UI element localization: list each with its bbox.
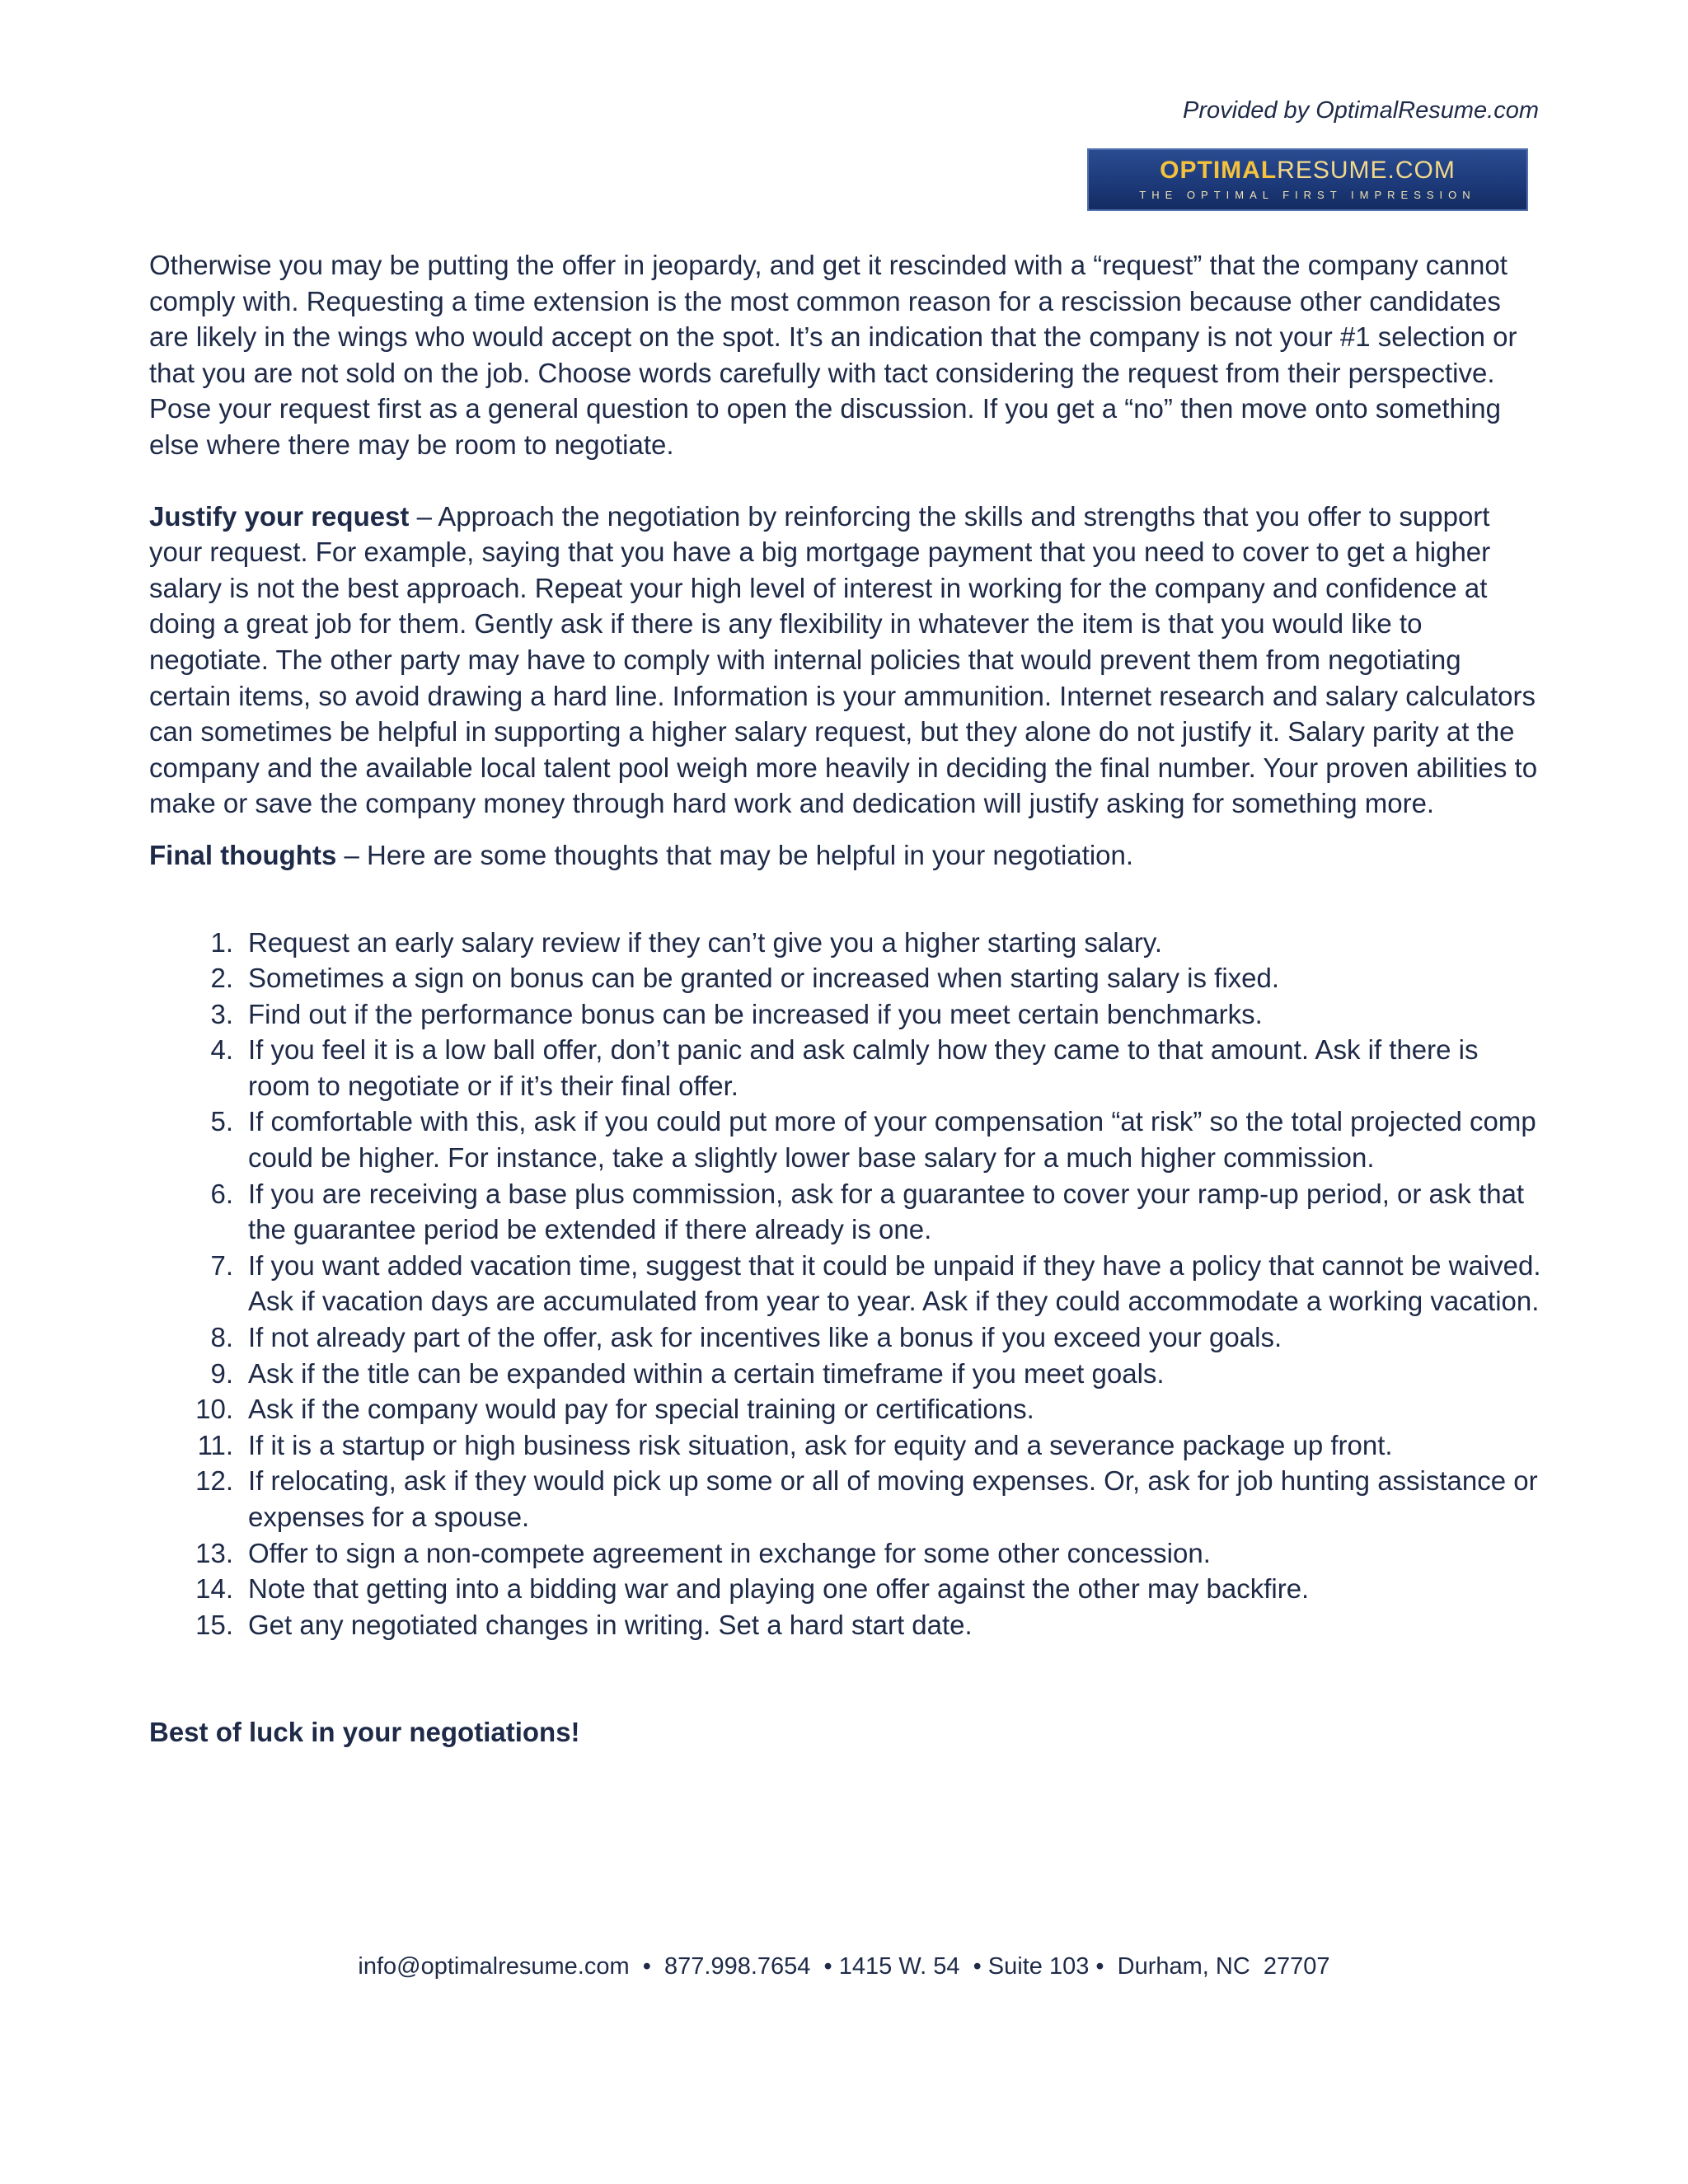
list-item-text: If you feel it is a low ball offer, don’t panic and ask calmly how they came to that amount. Ask if there is room to negotiate or if it’s their final offer. <box>248 1034 1479 1101</box>
list-number: 14. <box>195 1573 233 1605</box>
provided-by-text: Provided by OptimalResume.com <box>1183 97 1539 124</box>
list-number: 3. <box>210 998 233 1029</box>
justify-paragraph <box>149 499 1542 822</box>
list-item-text: Find out if the performance bonus can be increased if you meet certain benchmarks. <box>248 998 1263 1029</box>
intro-paragraph: Otherwise you may be putting the offer in jeopardy, and get it rescinded with a “request” that the company cannot comply with. Requesting a time extension is the most common reason for a rescission because other candidates are likely in the wings who would accept on the spot. It’s an indication that the company is not your #1 selection or that you are not sold on the job. Choose words carefully with tact considering the request from their perspective. Pose your request first as a general question to open the discussion. If you get a “no” then move onto something else where there may be room to negotiate. <box>149 250 1517 460</box>
list-number: 9. <box>210 1357 233 1389</box>
tips-list <box>149 925 1542 1643</box>
logo-wordmark <box>1089 156 1526 185</box>
logo-resume-text: RESUME.COM <box>1277 157 1456 184</box>
list-number: 15. <box>195 1609 233 1640</box>
final-thoughts-heading: Final thoughts <box>149 839 337 870</box>
list-item-text: Note that getting into a bidding war and playing one offer against the other may backfire. <box>248 1573 1310 1605</box>
list-item <box>210 1032 1542 1104</box>
list-item <box>195 1463 1542 1535</box>
list-number: 10. <box>195 1394 233 1425</box>
final-thoughts-text: – Here are some thoughts that may be helpful in your negotiation. <box>336 839 1134 870</box>
optimalresume-logo <box>1087 148 1528 211</box>
list-item-text: Sometimes a sign on bonus can be granted or increased when starting salary is fixed. <box>248 963 1280 994</box>
closing-line: Best of luck in your negotiations! <box>149 1717 580 1748</box>
list-item-text: Get any negotiated changes in writing. Set a hard start date. <box>248 1609 973 1640</box>
list-item <box>195 1535 1542 1572</box>
list-number: 2. <box>210 963 233 994</box>
list-item-text: If relocating, ask if they would pick up some or all of moving expenses. Or, ask for job hunting assistance or expenses for a spouse. <box>248 1465 1538 1532</box>
list-number: 5. <box>210 1106 233 1137</box>
list-number: 4. <box>210 1034 233 1066</box>
list-number: 1. <box>210 926 233 958</box>
list-item-text: If comfortable with this, ask if you could put more of your compensation “at risk” so the total projected comp could be higher. For instance, take a slightly lower base salary for a much higher commission. <box>248 1106 1536 1174</box>
logo-optimal-text: OPTIMAL <box>1160 157 1278 184</box>
document-body <box>149 247 1542 1750</box>
list-item-text: Offer to sign a non-compete agreement in exchange for some other concession. <box>248 1537 1211 1568</box>
list-item-text: If you are receiving a base plus commission, ask for a guarantee to cover your ramp-up period, or ask that the guarantee period be extended if there already is one. <box>248 1178 1525 1245</box>
list-item <box>210 1176 1542 1248</box>
list-item-text: Request an early salary review if they can’t give you a higher starting salary. <box>248 926 1163 958</box>
list-number: 12. <box>195 1465 233 1497</box>
list-number: 6. <box>210 1178 233 1209</box>
list-item-text: If not already part of the offer, ask for incentives like a bonus if you exceed your goals. <box>248 1322 1282 1353</box>
justify-text: – Approach the negotiation by reinforcing the skills and strengths that you offer to support your request. For example, saying that you have a big mortgage payment that you need to cover to get a higher salary is not the best approach. Repeat your high level of interest in working for the company and confidence at doing a great job for them. Gently ask if there is any flexibility in whatever the item is that you would like to negotiate. The other party may have to comply with internal policies that would prevent them from negotiating certain items, so avoid drawing a hard line. Information is your ammunition. Internet research and salary calculators can sometimes be helpful in supporting a higher salary request, but they alone do not justify it. Salary parity at the company and the available local talent pool weigh more heavily in deciding the final number. Your proven abilities to make or save the company money through hard work and dedication will justify asking for something more. <box>149 500 1538 819</box>
list-number: 13. <box>195 1537 233 1568</box>
final-thoughts-paragraph <box>149 837 1542 874</box>
list-item <box>210 925 1542 961</box>
justify-heading: Justify your request <box>149 500 410 532</box>
list-item <box>210 1104 1542 1175</box>
list-item <box>210 996 1542 1033</box>
list-item <box>210 1248 1542 1319</box>
list-item-text: Ask if the company would pay for special training or certifications. <box>248 1394 1034 1425</box>
list-item <box>195 1571 1542 1607</box>
list-item-text: If you want added vacation time, suggest that it could be unpaid if they have a policy that cannot be waived. Ask if vacation days are accumulated from year to year. Ask if they could accommodate a working vacation. <box>248 1249 1541 1317</box>
list-item <box>195 1607 1542 1643</box>
list-item <box>210 1319 1542 1356</box>
list-item <box>195 1391 1542 1427</box>
list-item <box>210 960 1542 996</box>
footer-contact: info@optimalresume.com • 877.998.7654 • 1415 W. 54 • Suite 103 • Durham, NC 27707 <box>358 1953 1330 1980</box>
list-item-text: If it is a startup or high business risk situation, ask for equity and a severance package up front. <box>248 1429 1393 1460</box>
list-item <box>197 1427 1542 1464</box>
list-number: 11. <box>197 1429 233 1460</box>
list-item <box>210 1356 1542 1392</box>
list-number: 8. <box>210 1322 233 1353</box>
logo-tagline: THE OPTIMAL FIRST IMPRESSION <box>1139 189 1476 201</box>
list-item-text: Ask if the title can be expanded within a certain timeframe if you meet goals. <box>248 1357 1165 1389</box>
list-number: 7. <box>210 1249 233 1281</box>
